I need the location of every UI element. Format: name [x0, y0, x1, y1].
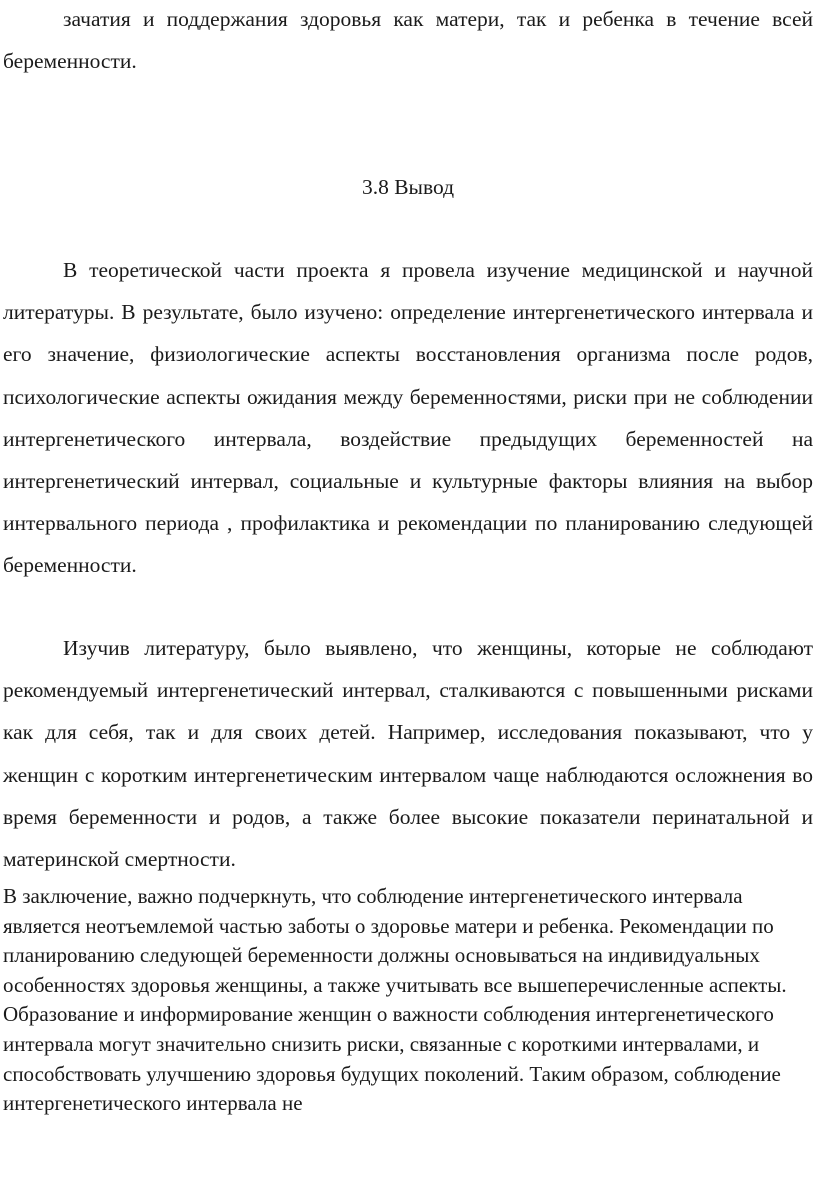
conclusion-paragraph-3: В заключение, важно подчеркнуть, что соблюдение интергенетического интервала является неотъемлемой частью заботы о здоровье матери и ребенка. Рекомендации по планированию следующей беременности должны основываться на индивидуальных особенностях здоровья женщины, а также учитывать все вышеперечисленные аспекты. Образование и информирование женщин о важности соблюдения интергенетического интервала могут значительно снизить риски, связанные с короткими интервалами, и способствовать улучшению здоровья будущих поколений. Таким образом, соблюдение интергенетического интервала не: [3, 884, 787, 1116]
conclusion-paragraph-2: Изучив литературу, было выявлено, что женщины, которые не соблюдают рекомендуемый интергенетический интервал, сталкиваются с повышенными рисками как для себя, так и для своих детей. Например, исследования показывают, что у женщин с коротким интергенетическим интервалом чаще наблюдаются осложнения во время беременности и родов, а также более высокие показатели перинатальной и материнской смертности.: [3, 636, 813, 872]
section-heading: 3.8 Вывод: [361, 175, 455, 199]
conclusion-paragraph-1: В теоретической части проекта я провела изучение медицинской и научной литературы. В результате, было изучено: определение интергенетического интервала и его значение, физиологические аспекты восстановления организма после родов, психологические аспекты ожидания между беременностями, риски при не соблюдении интергенетического интервала, воздействие предыдущих беременностей на интергенетический интервал, социальные и культурные факторы влияния на выбор интервального периода , профилактика и рекомендации по планированию следующей беременности.: [3, 258, 813, 578]
continuation-paragraph: зачатия и поддержания здоровья как матери, так и ребенка в течение всей беременности.: [3, 7, 813, 74]
